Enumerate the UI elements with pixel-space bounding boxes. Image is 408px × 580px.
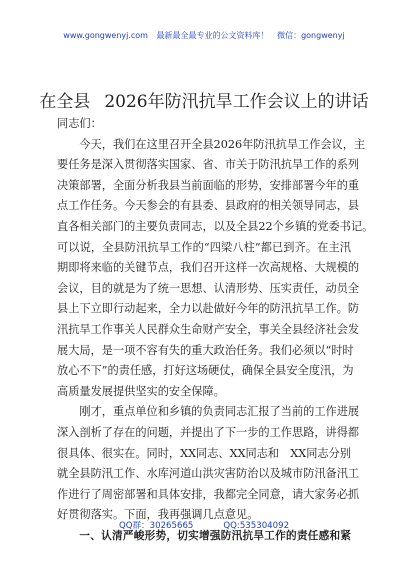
body-line: 今天，我们在这里召开全县2026年防汛抗旱工作会议，主 xyxy=(79,137,366,151)
body-line: 展大局，是一项不容有失的重大政治任务。我们必须以“时时 xyxy=(57,343,354,357)
title-part-1: 在全县 xyxy=(39,92,91,112)
document-title xyxy=(0,91,408,113)
body-line: 就全县防汛工作、水库河道山洪灾害防治以及城市防汛备汛工 xyxy=(57,467,360,481)
body-line: 作进行了周密部署和具体安排，我都完全同意，请大家务必抓 xyxy=(57,487,360,501)
title-part-2: 2026年防汛抗旱工作会议上的讲话 xyxy=(104,92,369,112)
body-line: 会议，目的就是为了统一思想、认清形势、压实责任，动员全 xyxy=(57,281,360,295)
salutation: 同志们： xyxy=(57,117,102,130)
body-line: 好贯彻落实。下面，我再强调几点意见。 xyxy=(57,508,259,522)
header-bar xyxy=(0,31,408,41)
body-line: 决策部署，全面分析我县当前面临的形势，安排部署今年的重 xyxy=(57,178,360,192)
wechat-text: 微信：gongwenyj xyxy=(277,31,345,40)
document-body xyxy=(57,114,374,546)
website-link[interactable]: www.gongwenyj.com xyxy=(63,31,148,40)
slogan-text: 最新最全最专业的公文资料库！ xyxy=(156,31,269,40)
body-line: 要任务是深入贯彻落实国家、省、市关于防汛抗旱工作的系列 xyxy=(57,158,360,172)
body-line: 很具体、很实在。同时，XX同志、XX同志和 XX同志分别 xyxy=(57,446,351,460)
qq-text: QQ:535304092 xyxy=(223,521,290,531)
body-line: 期即将来临的关键节点，我们召开这样一次高规格、大规模的 xyxy=(57,261,360,275)
body-line: 可以说，全县防汛抗旱工作的“四梁八柱”都已到齐。在主汛 xyxy=(57,240,351,254)
body-line: 放心不下”的责任感，打好这场硬仗，确保全县安全度汛，为 xyxy=(57,364,354,378)
section-heading: 一、认清严峻形势，切实增强防汛抗旱工作的责任感和紧 xyxy=(79,529,351,542)
body-line: 县上下立即行动起来，全力以赴做好今年的防汛抗旱工作。防 xyxy=(57,302,360,316)
qq-group-text: QQ群：30265665 xyxy=(118,521,194,531)
body-line: 直各相关部门的主要负责同志，以及全县22个乡镇的党委书记。 xyxy=(57,219,374,233)
footer-bar xyxy=(0,520,408,532)
body-line: 汛抗旱工作事关人民群众生命财产安全，事关全县经济社会发 xyxy=(57,322,360,336)
body-line: 刚才，重点单位和乡镇的负责同志汇报了当前的工作进展 xyxy=(79,405,360,419)
body-line: 点工作任务。今天参会的有县委、县政府的相关领导同志，县 xyxy=(57,199,360,213)
body-line: 高质量发展提供坚实的安全保障。 xyxy=(57,384,225,398)
body-line: 深入剖析了存在的问题，并提出了下一步的工作思路，讲得都 xyxy=(57,425,360,439)
